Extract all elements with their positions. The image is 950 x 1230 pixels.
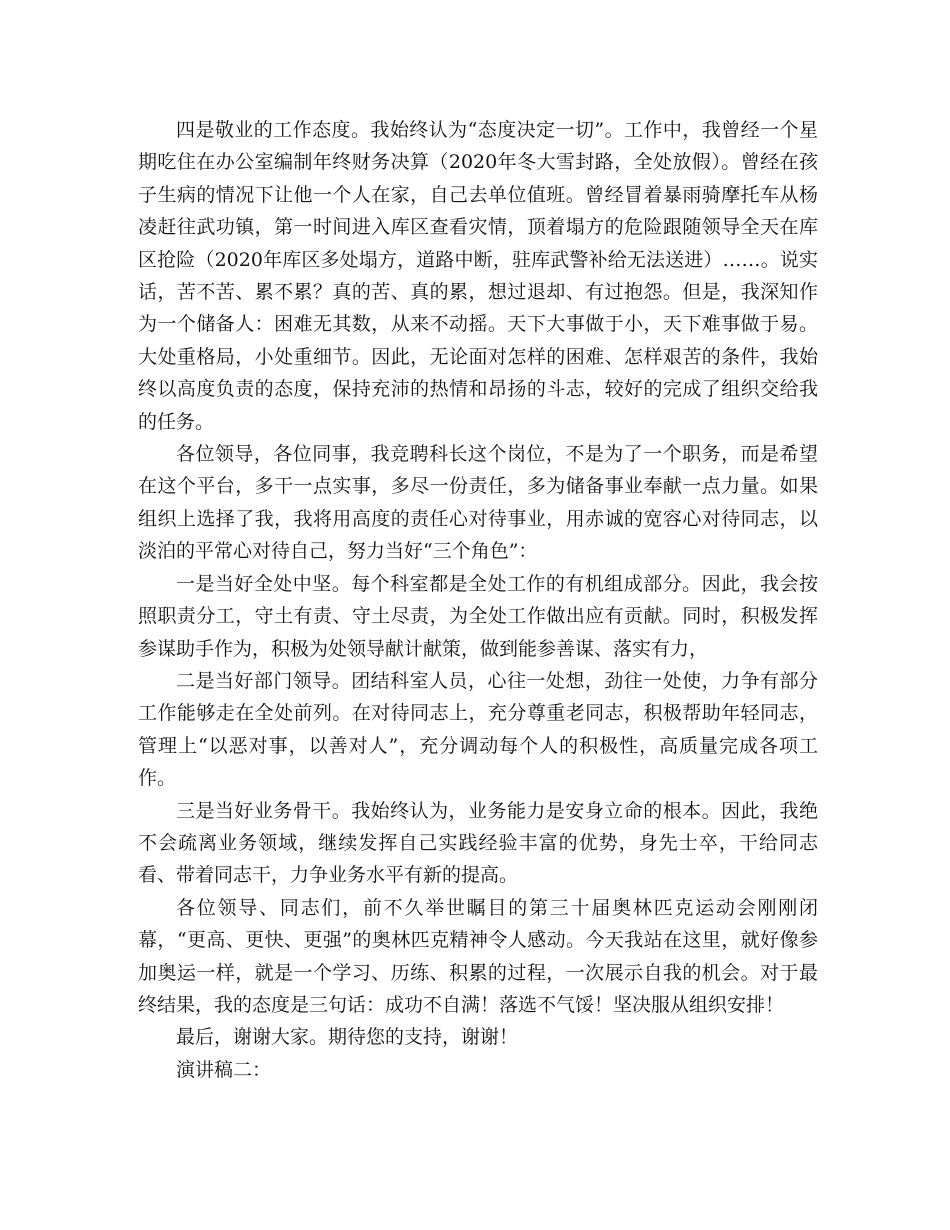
paragraph-campaign-statement: 各位领导，各位同事，我竞聘科长这个岗位，不是为了一个职务，而是希望在这个平台，多干一点实事，多尽一份责任，多为储备事业奉献一点力量。如果组织上选择了我，我将用高度的责任心对待事业，用赤诚的宽容心对待同志，以淡泊的平常心对待自己，努力当好“三个角色”： — [138, 443, 818, 563]
paragraph-role-backbone: 一是当好全处中坚。每个科室都是全处工作的有机组成部分。因此，我会按照职责分工，守土有责、守土尽责，为全处工作做出应有贡献。同时，积极发挥参谋助手作为，积极为处领导献计献策，做到能参善谋、落实有力， — [138, 572, 818, 660]
paragraph-olympic-spirit: 各位领导、同志们，前不久举世瞩目的第三十届奥林匹克运动会刚刚闭幕，“更高、更快、更强”的奥林匹克精神令人感动。今天我站在这里，就好像参加奥运一样，就是一个学习、历练、积累的过程，一次展示自我的机会。对于最终结果，我的态度是三句话：成功不自满！落选不气馁！坚决服从组织安排！ — [138, 896, 818, 1016]
paragraph-role-leader: 二是当好部门领导。团结科室人员，心往一处想，劲往一处使，力争有部分工作能够走在全处前列。在对待同志上，充分尊重老同志，积极帮助年轻同志，管理上“以恶对事，以善对人”，充分调动每个人的积极性，高质量完成各项工作。 — [138, 669, 818, 790]
paragraph-closing-thanks: 最后，谢谢大家。期待您的支持，谢谢！ — [176, 1026, 519, 1049]
document-body — [138, 114, 818, 1086]
paragraph-work-attitude: 四是敬业的工作态度。我始终认为“态度决定一切”。工作中，我曾经一个星期吃住在办公室编制年终财务决算（2020年冬大雪封路，全处放假）。曾经在孩子生病的情况下让他一个人在家，自己去单位值班。曾经冒着暴雨骑摩托车从杨凌赶往武功镇，第一时间进入库区查看灾情，顶着塌方的危险跟随领导全天在库区抢险（2020年库区多处塌方，道路中断，驻库武警补给无法送进）……。说实话，苦不苦、累不累？真的苦、真的累，想过退却、有过抱怨。但是，我深知作为一个储备人：困难无其数，从来不动摇。天下大事做于小，天下难事做于易。大处重格局，小处重细节。因此，无论面对怎样的困难、怎样艰苦的条件，我始终以高度负责的态度，保持充沛的热情和昂扬的斗志，较好的完成了组织交给我的任务。 — [138, 119, 818, 433]
paragraph-role-expert: 三是当好业务骨干。我始终认为，业务能力是安身立命的根本。因此，我绝不会疏离业务领域，继续发挥自己实践经验丰富的优势，身先士卒，干给同志看、带着同志干，力争业务水平有新的提高。 — [138, 799, 818, 887]
paragraph-next-speech-heading: 演讲稿二： — [176, 1058, 272, 1081]
